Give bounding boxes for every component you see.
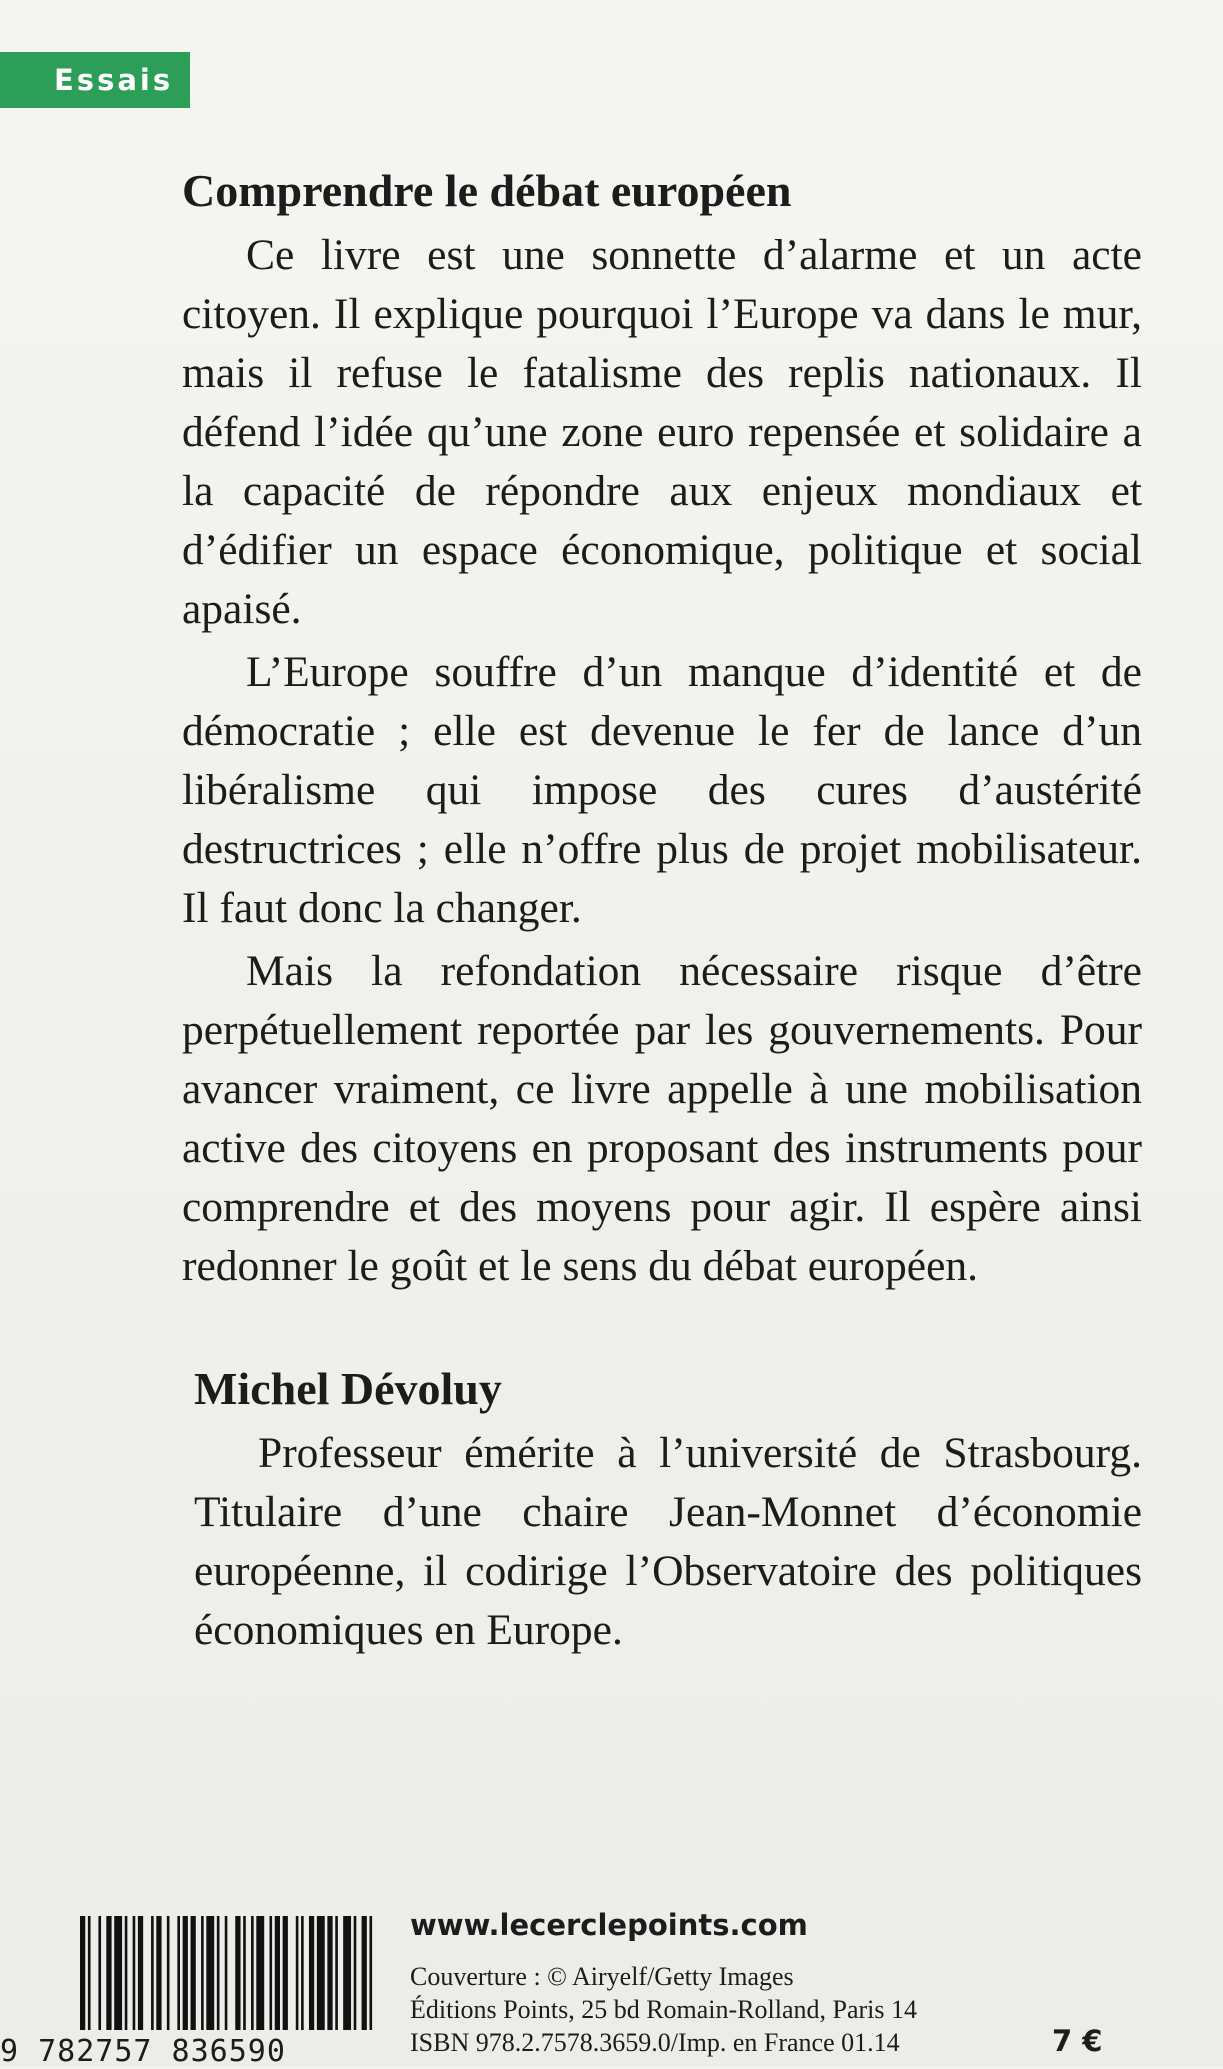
cover-credit: Couverture : © Airyelf/Getty Images [410, 1962, 794, 1991]
barcode-digits: 9 782757 836590 [0, 2034, 286, 2069]
footer [0, 1880, 1223, 2067]
blurb-paragraph-1: Ce livre est une sonnette d’alarme et un acte citoyen. Il explique pourquoi l’Europe va dans le mur, mais il refuse le fatalisme des replis nationaux. Il défend l’idée qu’une zone euro repensée et solidaire a la capacité de répondre aux enjeux mondiaux et d’édifier un espace économique, politique et social apaisé. [182, 231, 1142, 633]
blurb-paragraph-3: Mais la refondation nécessaire risque d’être perpétuellement reportée par les gouvernements. Pour avancer vraiment, ce livre appelle à une mobilisation active des citoyens en proposant des instruments pour comprendre et des moyens pour agir. Il espère ainsi redonner le goût et le sens du débat européen. [182, 947, 1142, 1290]
author-name: Michel Dévoluy [194, 1363, 502, 1414]
blurb-heading: Comprendre le débat européen [182, 165, 792, 216]
publisher-address: Éditions Points, 25 bd Romain-Rolland, Paris 14 [410, 1995, 918, 2024]
author-bio: Professeur émérite à l’université de Strasbourg. Titulaire d’une chaire Jean-Monnet d’économie européenne, il codirige l’Observatoire des politiques économiques en Europe. [194, 1429, 1142, 1654]
price: 7 € [1052, 2024, 1103, 2058]
collection-badge: Essais [0, 52, 190, 108]
blurb-section [182, 160, 1142, 1660]
blurb-paragraph-2: L’Europe souffre d’un manque d’identité et de démocratie ; elle est devenue le fer de lance d’un libéralisme qui impose des cures d’austérité destructrices ; elle n’offre plus de projet mobilisateur. Il faut donc la changer. [182, 648, 1142, 932]
credits-block [410, 1960, 917, 2059]
author-section [182, 1358, 1142, 1660]
isbn-line: ISBN 978.2.7578.3659.0/Imp. en France 01.14 [410, 2028, 900, 2057]
barcode-image [80, 1916, 380, 2030]
publisher-website: www.lecerclepoints.com [410, 1908, 808, 1942]
